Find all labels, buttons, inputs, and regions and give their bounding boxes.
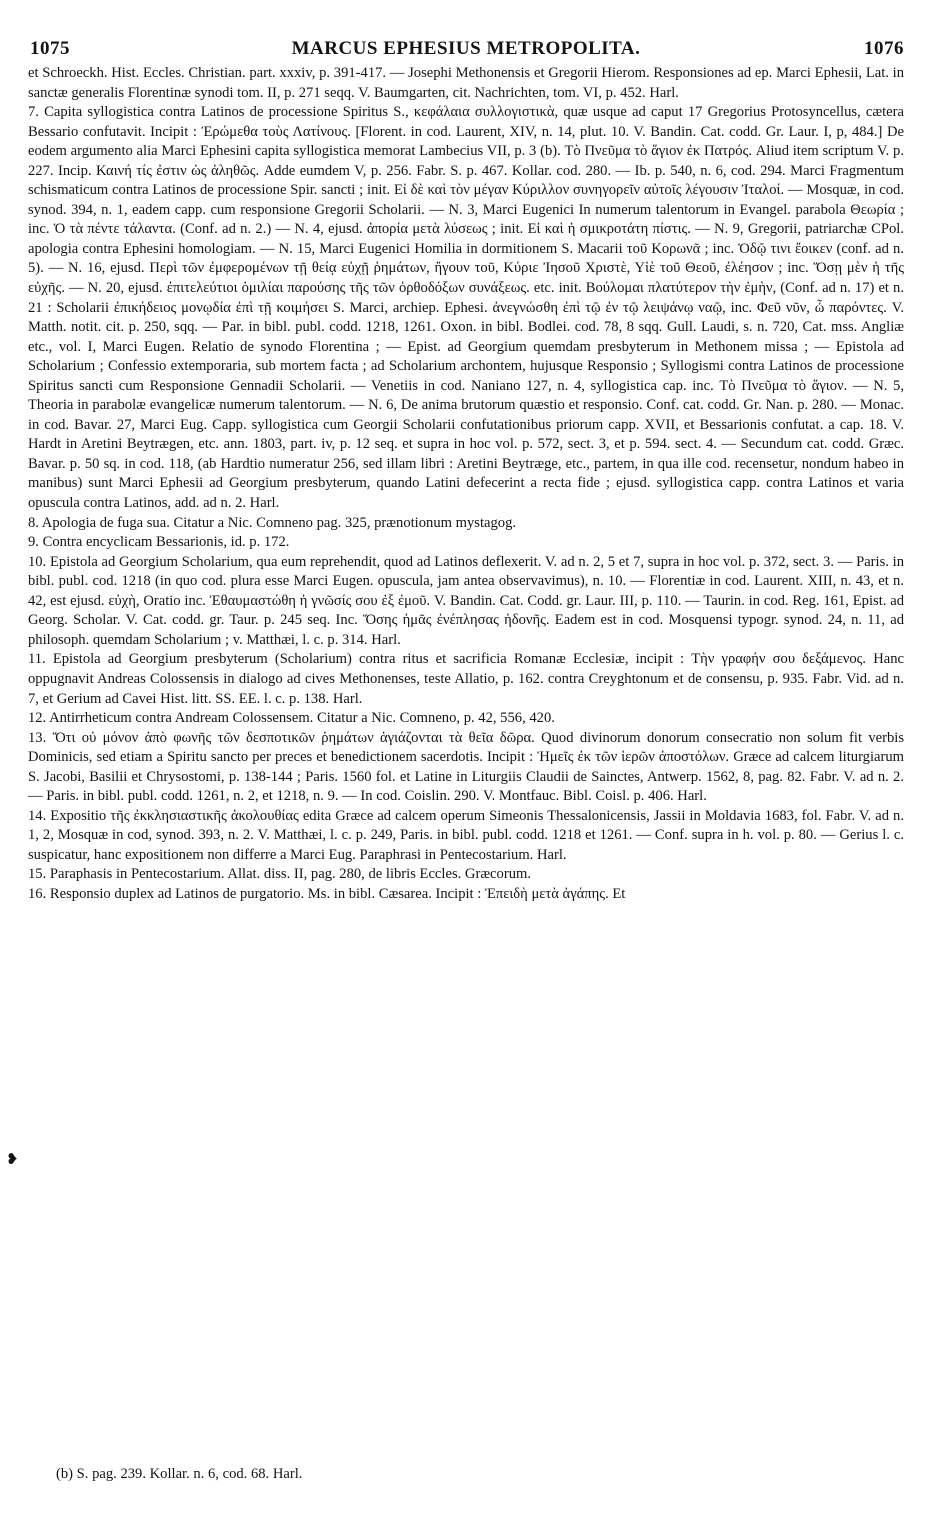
body-text — [28, 64, 904, 905]
paragraph-item-13: 13. Ὅτι οὐ μόνον ἀπὸ φωνῆς τῶν δεσποτικῶν ῥημάτων ἁγιάζονται τὰ θεῖα δῶρα. Quod divinorum donorum consecratio non solum fit verbis Dominicis, sed etiam a Spiritu sancto per preces et benedictionem sacerdotis. Incipit : Ἡμεῖς ἐκ τῶν ἱερῶν ἀποστόλων. Græce ad calcem liturgiarum S. Jacobi, Basilii et Chrysostomi, p. 138-144 ; Paris. 1560 fol. et Latine in Liturgiis Claudii de Sainctes, Antwerp. 1562, 8, pag. 82. Fabr. V. ad n. 2. — Paris. in bibl. publ. codd. 1261, n. 2, et 1218, n. 9. — In cod. Coislin. 290. V. Montfauc. Bibl. Coisl. p. 406. Harl. — [28, 729, 904, 805]
document-page — [6, 0, 904, 1540]
paragraph-item-15: 15. Paraphasis in Pentecostarium. Allat. diss. II, pag. 280, de libris Eccles. Græcorum. — [28, 866, 531, 883]
page-number-right: 1076 — [864, 38, 904, 59]
page-number-left: 1075 — [30, 38, 70, 59]
paragraph-item-8: 8. Apologia de fuga sua. Citatur a Nic. Comneno pag. 325, prænotionum mystagog. — [28, 514, 517, 531]
paragraph-item-9: 9. Contra encyclicam Bessarionis, id. p. 172. — [28, 534, 290, 551]
paragraph-item-7: 7. Capita syllogistica contra Latinos de processione Spiritus S., κεφάλαια συλλογιστικὰ, quæ usque ad caput 17 Gregorius Protosyncellus, cætera Bessario confutavit. Incipit : Ἐρώμεθα τοὺς Λατίνους. [Florent. in cod. Laurent, XIV, n. 14, plut. 10. V. Bandin. Cat. codd. Gr. Laur. I, p, 484.] De eodem argumento alia Marci Ephesini capita syllogistica memorat Lambecius VII, p. 3 (b). Τὸ Πνεῦμα τὸ ἅγιον ἐκ Πατρός. Aliud item scriptum V. p. 227. Incip. Καινή τίς ἐστιν ὡς ἀληθῶς. Adde eumdem V, p. 256. Fabr. S. p. 467. Kollar. cod. 280. — Ib. p. 540, n. 6, cod. 294. Marci Fragmentum schismaticum contra Latinos de processione Spir. sancti ; init. Εἰ δὲ καὶ τὸν μέγαν Κύριλλον συνηγορεῖν αὐτοῖς λέγουσιν Ἰταλοί. — Mosquæ, in cod. synod. 394, n. 1, eadem capp. cum responsione Gregorii Scholarii. — N. 3, Marci Eugenici In numerum talentorum in Evangel. parabola Θεωρία ; inc. Ὁ τὰ πέντε τάλαντα. (Conf. ad n. 2.) — N. 4, ejusd. ἀπορία μετὰ λύσεως ; init. Εἰ καὶ ἡ σμικροτάτη πίστις. — N. 9, Gregorii, patriarchæ CPol. apologia contra Ephesini homologiam. — N. 15, Marci Eugenici Homilia in dormitionem S. Macarii τοῦ Κορωνᾶ ; inc. Ὁδῷ τινι ἔοικεν (conf. ad n. 5). — N. 16, ejusd. Περὶ τῶν ἐμφερομένων τῇ θείᾳ εὐχῇ ῥημάτων, ἤγουν τοῦ, Κύριε Ἰησοῦ Χριστὲ, Υἱὲ τοῦ Θεοῦ, ἐλέησον ; inc. Ὅσῃ μὲν ἡ τῆς εὐχῆς. — N. 20, ejusd. ἐπιτελεύτιοι ὁμιλίαι παρούσης τῆς τῶν ὀρθοδόξων συνάξεως. etc. init. Βούλομαι πλατύτερον τὴν ἐμὴν, (Conf. ad n. 17) et n. 21 : Scholarii ἐπικήδειος μονῳδία ἐπὶ τῇ κοιμήσει S. Marci, archiep. Ephesi. ἀνεγνώσθη ἐπὶ τῷ ἐν τῷ λειψάνῳ ναῷ, inc. Φεῦ νῦν, ὦ παρόντες. V. Matth. notit. cit. p. 250, sqq. — Par. in bibl. publ. codd. 1218, 1261. Oxon. in bibl. Bodlei. cod. 78, 8 sqq. Gull. Laudi, s. n. 720, Cat. mss. Angliæ etc., vol. I, Marci Eugen. Relatio de synodo Florentina ; — Epist. ad Georgium quemdam presbyterum in Methonem missa ; — Epistola ad Scholarium ; Confessio extemporaria, sub mortem facta ; ad Scholarium archontem, hujusque Responsio ; Syllogismi contra Latinos de processione Spiritus sancti cum Responsione Gennadii Scholarii. — Venetiis in cod. Naniano 127, n. 4, syllogistica cap. inc. Τὸ Πνεῦμα τὸ ἅγιον. — N. 5, Theoria in parabolæ evangelicæ numerum talentorum. — N. 6, De anima brutorum quæstio et responsio. Conf. cat. codd. Gr. Nan. p. 280. — Monac. in cod. Bavar. 27, Marci Eug. Capp. syllogistica cum Georgii Scholarii confutationibus priorum capp. XVII, et Bessarionis confutat. a cap. 18. V. Hardt in Aretini Beytrægen, etc. ann. 1803, part. iv, p. 12 seq. et supra in hoc vol. p. 572, sect. 3, et p. 594. sect. 4. — Secundum cat. codd. Græc. Bavar. p. 50 sq. in cod. 118, (ab Hardtio numeratur 256, sed illam libri : Aretini Beytræge, etc., partem, in qua ille cod. recensetur, nondum habeo in manibus) sunt Marci Ephesii ad Georgium presbyterum, quando Latini defecerint a recta fide ; ejusd. syllogistica capp. contra Latinos et varia opuscula contra Latinos, add. ad n. 2. Harl. — [28, 104, 904, 512]
paragraph-continuation: et Schroeckh. Hist. Eccles. Christian. part. xxxiv, p. 391-417. — Josephi Methonensis et Gregorii Hierom. Responsiones ad ep. Marci Ephesii, Lat. in sanctæ generalis Florentinæ synodi tom. II, p. 271 seqq. V. Baumgarten, cit. Nachrichten, tom. VI, p. 452. Harl. — [28, 65, 904, 101]
running-title: MARCUS EPHESIUS METROPOLITA. — [291, 38, 641, 59]
footnote: (b) S. pag. 239. Kollar. n. 6, cod. 68. Harl. — [56, 1466, 303, 1482]
page-header — [28, 38, 904, 60]
paragraph-item-14: 14. Expositio τῆς ἐκκλησιαστικῆς ἀκολουθίας edita Græce ad calcem operum Simeonis Thessalonicensis, Jassii in Moldavia 1683, fol. Fabr. V. ad n. 1, 2, Mosquæ in cod, synod. 393, n. 2. V. Matthæi, l. c. p. 249, Paris. in bibl. publ. codd. 1218 et 1261. — Conf. supra in h. vol. p. 80. — Gerius l. c. suspicatur, hanc expositionem non differre a Marci Eug. Paraphrasi in Pentecostarium. Harl. — [28, 807, 904, 863]
margin-marker: ❥ — [6, 1152, 19, 1168]
paragraph-item-16: 16. Responsio duplex ad Latinos de purgatorio. Ms. in bibl. Cæsarea. Incipit : Ἐπειδὴ μετὰ ἀγάπης. Et — [28, 885, 626, 902]
paragraph-item-12: 12. Antirrheticum contra Andream Colossensem. Citatur a Nic. Comneno, p. 42, 556, 420. — [28, 710, 555, 727]
paragraph-item-10: 10. Epistola ad Georgium Scholarium, qua eum reprehendit, quod ad Latinos deflexerit. V. ad n. 2, 5 et 7, supra in hoc vol. p. 372, sect. 3. — Paris. in bibl. publ. cod. 1218 (in quo cod. plura esse Marci Eugen. opuscula, jam antea observavimus), n. 10. — Florentiæ in cod. Laurent. XIII, n. 43, et n. 42, est ejusd. εὐχὴ, Oratio inc. Ἐθαυμαστώθη ἡ γνῶσίς σου ἐξ ἐμοῦ. V. Bandin. Cat. Codd. gr. Laur. III, p. 110. — Taurin. in cod. Reg. 161, Epist. ad Georg. Scholar. V. Cat. codd. gr. Taur. p. 245 seq. Inc. Ὅσης ἡμᾶς ἐνέπλησας ἡδονῆς. Eadem est in cod. Mosquensi typogr. synod. 24, n. 11, ad philosoph. quemdam Scholarium ; v. Matthæi, l. c. p. 314. Harl. — [28, 553, 904, 648]
paragraph-item-11: 11. Epistola ad Georgium presbyterum (Scholarium) contra ritus et sacrificia Romanæ Ecclesiæ, incipit : Τὴν γραφήν σου δεξάμενος. Hanc oppugnavit Andreas Colossensis in dialogo ad cives Methonenses, teste Allatio, p. 162. contra Creyghtonum et de consensu, p. 935. Fabr. Vid. ad n. 7, et Gerium ad Cavei Hist. litt. SS. EE. l. c. p. 138. Harl. — [28, 651, 904, 707]
